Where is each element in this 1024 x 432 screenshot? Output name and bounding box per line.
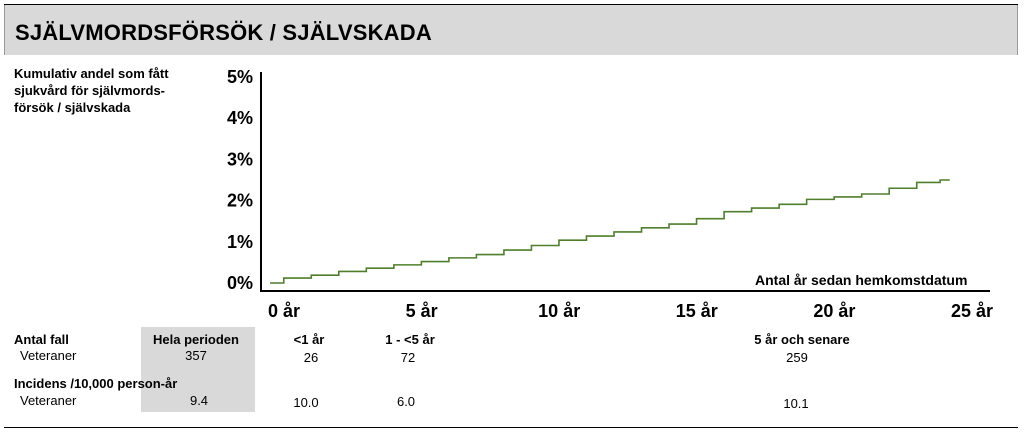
antal-value: 26 bbox=[303, 350, 319, 365]
x-tick-label: 5 år bbox=[405, 301, 438, 321]
incidens-value: 10.1 bbox=[783, 396, 809, 411]
incidens-label: Incidens /10,000 person-år bbox=[14, 376, 178, 391]
x-tick-label: 0 år bbox=[267, 301, 301, 321]
y-tick-label: 1% bbox=[226, 231, 253, 252]
y-tick-label: 3% bbox=[226, 149, 253, 170]
axes bbox=[260, 72, 990, 292]
incidens-value: 6.0 bbox=[396, 394, 416, 409]
y-axis-label: Kumulativ andel som fått sjukvård för självmords- försök / självskada bbox=[14, 66, 169, 115]
y-tick-label: 4% bbox=[226, 108, 253, 129]
antal-value: 357 bbox=[185, 348, 207, 363]
group-label-antal: Veteraner bbox=[20, 348, 77, 363]
column-header: <1 år bbox=[293, 332, 325, 347]
incidens-value: 10.0 bbox=[293, 395, 319, 410]
column-header: Hela perioden bbox=[153, 332, 239, 347]
series-line bbox=[270, 180, 950, 283]
x-tick-label: 15 år bbox=[675, 301, 718, 321]
chart-title: SJÄLVMORDSFÖRSÖK / SJÄLVSKADA bbox=[15, 20, 432, 45]
group-label-incidens: Veteraner bbox=[20, 393, 77, 408]
y-tick-label: 2% bbox=[226, 190, 253, 211]
y-tick-label: 0% bbox=[226, 273, 253, 293]
x-axis-label: Antal år sedan hemkomstdatum bbox=[755, 272, 968, 288]
incidens-value: 9.4 bbox=[189, 393, 209, 408]
y-tick-label: 5% bbox=[226, 67, 253, 87]
column-header: 1 - <5 år bbox=[385, 332, 435, 347]
x-tick-label: 25 år bbox=[950, 301, 994, 321]
antal-value: 259 bbox=[786, 350, 808, 365]
x-tick-label: 10 år bbox=[538, 301, 581, 321]
y-tick-labels bbox=[227, 67, 253, 293]
x-tick-labels bbox=[268, 301, 993, 321]
antal-value: 72 bbox=[400, 350, 416, 365]
column-header: 5 år och senare bbox=[754, 332, 850, 347]
series-lines bbox=[270, 180, 950, 283]
antal-fall-label: Antal fall bbox=[14, 332, 69, 347]
x-tick-label: 20 år bbox=[813, 301, 856, 321]
